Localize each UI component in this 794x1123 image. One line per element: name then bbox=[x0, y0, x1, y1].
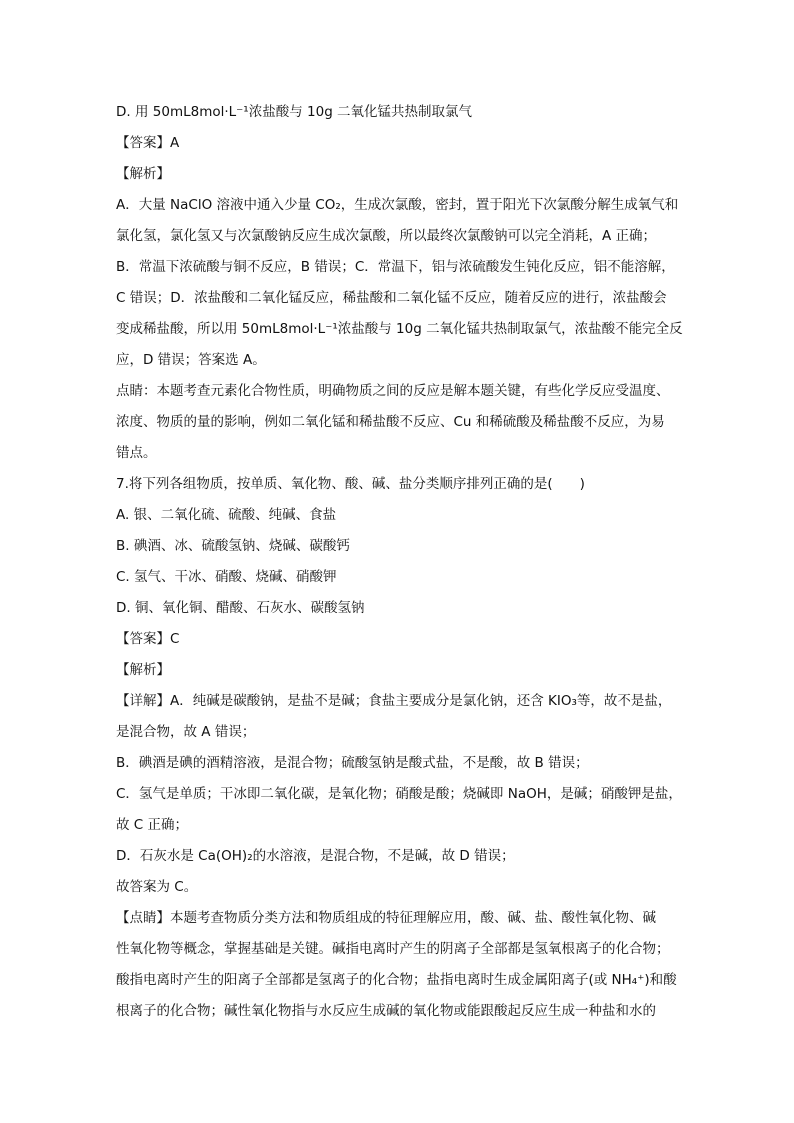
text-line: 氯化氢，氯化氢又与次氯酸钠反应生成次氯酸，所以最终次氯酸钠可以完全消耗，A 正确； bbox=[116, 228, 657, 244]
text-line: B．常温下浓硫酸与铜不反应，B 错误；C．常温下，铝与浓硫酸发生钝化反应，铝不能溶解， bbox=[116, 259, 675, 275]
text-line: 【解析】 bbox=[116, 166, 170, 182]
text-line: 故答案为 C。 bbox=[116, 879, 198, 895]
text-line: 错点。 bbox=[116, 445, 157, 461]
text-line: A．大量 NaClO 溶液中通入少量 CO₂，生成次氯酸，密封，置于阳光下次氯酸分解生成氧气和 bbox=[116, 197, 679, 213]
text-line: 【详解】A．纯碱是碳酸钠，是盐不是碱；食盐主要成分是氯化钠，还含 KIO₃等，故不是盐， bbox=[116, 693, 672, 709]
text-line: A. 银、二氧化硫、硫酸、纯碱、食盐 bbox=[116, 507, 337, 523]
text-line: 【答案】A bbox=[116, 135, 180, 151]
document-body bbox=[116, 97, 684, 1027]
text-line: 【解析】 bbox=[116, 662, 170, 678]
text-line: 点睛：本题考查元素化合物性质，明确物质之间的反应是解本题关键，有些化学反应受温度、 bbox=[116, 383, 670, 399]
text-line: C．氢气是单质；干冰即二氧化碳，是氧化物；硝酸是酸；烧碱即 NaOH，是碱；硝酸钾是盐， bbox=[116, 786, 682, 802]
text-line: B．碘酒是碘的酒精溶液，是混合物；硫酸氢钠是酸式盐，不是酸，故 B 错误； bbox=[116, 755, 589, 771]
text-line: 【点睛】本题考查物质分类方法和物质组成的特征理解应用，酸、碱、盐、酸性氧化物、碱 bbox=[116, 910, 656, 926]
text-line: 是混合物，故 A 错误； bbox=[116, 724, 256, 740]
text-line: 浓度、物质的量的影响，例如二氧化锰和稀盐酸不反应、Cu 和稀硫酸及稀盐酸不反应，为易 bbox=[116, 414, 665, 430]
text-line: C. 氢气、干冰、硝酸、烧碱、硝酸钾 bbox=[116, 569, 337, 585]
text-line: 变成稀盐酸，所以用 50mL8mol·L⁻¹浓盐酸与 10g 二氧化锰共热制取氯气，浓盐酸不能完全反 bbox=[116, 321, 683, 337]
text-line: C 错误；D．浓盐酸和二氧化锰反应，稀盐酸和二氧化锰不反应，随着反应的进行，浓盐酸会 bbox=[116, 290, 667, 306]
text-line: 酸指电离时产生的阳离子全部都是氢离子的化合物；盐指电离时生成金属阳离子(或 NH₄⁺)和酸 bbox=[116, 972, 677, 988]
text-line: D. 用 50mL8mol·L⁻¹浓盐酸与 10g 二氧化锰共热制取氯气 bbox=[116, 104, 473, 120]
text-line: 【答案】C bbox=[116, 631, 180, 647]
text-line: 故 C 正确； bbox=[116, 817, 189, 833]
text-line: B. 碘酒、冰、硫酸氢钠、烧碱、碳酸钙 bbox=[116, 538, 350, 554]
text-line: 根离子的化合物；碱性氧化物指与水反应生成碱的氧化物或能跟酸起反应生成一种盐和水的 bbox=[116, 1003, 656, 1019]
text-line: D. 铜、氧化铜、醋酸、石灰水、碳酸氢钠 bbox=[116, 600, 365, 616]
text-line: 应，D 错误；答案选 A。 bbox=[116, 352, 266, 368]
text-line: 7.将下列各组物质，按单质、氧化物、酸、碱、盐分类顺序排列正确的是( ) bbox=[116, 476, 585, 492]
text-line: 性氧化物等概念，掌握基础是关键。碱指电离时产生的阴离子全部都是氢氧根离子的化合物； bbox=[116, 941, 670, 957]
text-line: D．石灰水是 Ca(OH)₂的水溶液，是混合物，不是碱，故 D 错误； bbox=[116, 848, 515, 864]
